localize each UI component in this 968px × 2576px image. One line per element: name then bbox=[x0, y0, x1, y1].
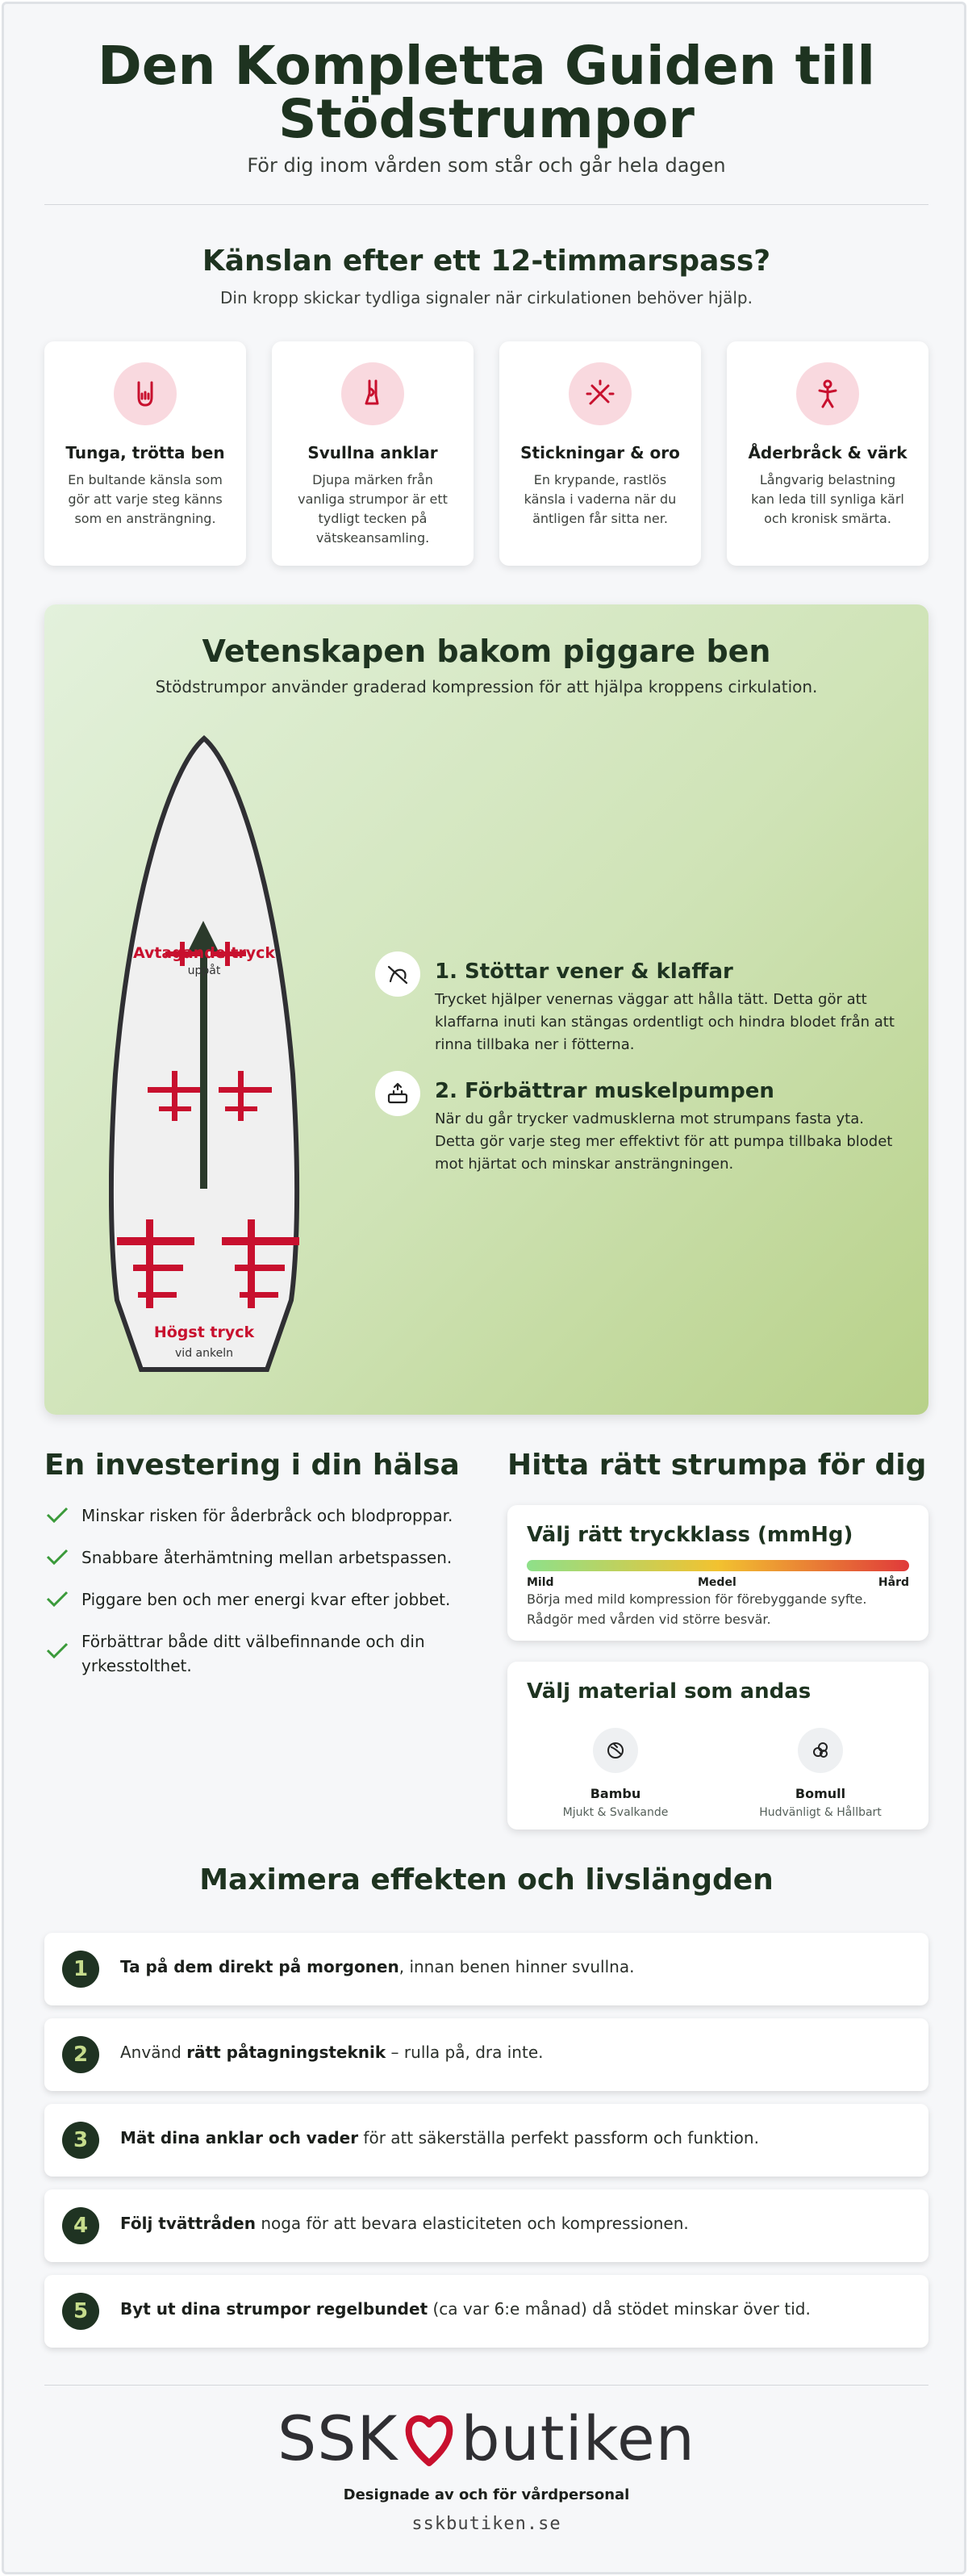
card-title: Åderbråck & värk bbox=[748, 443, 908, 462]
symptom-card bbox=[44, 341, 246, 566]
benefit-title: 1. Stöttar vener & klaffar bbox=[435, 960, 733, 984]
check-icon bbox=[46, 1549, 69, 1565]
bamboo-icon bbox=[593, 1728, 638, 1773]
page-title: Den Kompletta Guiden till Stödstrumpor bbox=[97, 35, 876, 150]
card-text: Långvarig belastning kan leda till synliga kärl och kronisk smärta. bbox=[751, 472, 904, 526]
science-subtitle: Stödstrumpor använder graderad kompression för att hjälpa kroppens cirkulation. bbox=[155, 677, 818, 696]
heart-logo-icon bbox=[404, 2410, 454, 2468]
tip-number: 2 bbox=[62, 2036, 99, 2073]
tip-text: Byt ut dina strumpor regelbundet (ca var 6:e månad) då stödet minskar över tid. bbox=[120, 2299, 811, 2319]
page-subtitle: För dig inom vården som står och går hela dagen bbox=[247, 154, 726, 177]
pressure-title: Välj rätt tryckklass (mmHg) bbox=[527, 1523, 853, 1547]
vein-icon bbox=[375, 951, 420, 997]
tip-item bbox=[44, 2275, 928, 2348]
card-title: Tunga, trötta ben bbox=[65, 443, 225, 462]
find-title: Hitta rätt strumpa för dig bbox=[507, 1449, 927, 1482]
material-sub: Mjukt & Svalkande bbox=[562, 1806, 669, 1819]
tips-title: Maximera effekten och livslängden bbox=[199, 1863, 774, 1896]
tip-number: 5 bbox=[62, 2293, 99, 2330]
benefit-text: När du går trycker vadmusklerna mot strumpans fasta yta. Detta gör varje steg mer effektivt för att pumpa tillbaka blodet mot hjärtat och minskar ansträngningen. bbox=[435, 1110, 893, 1173]
tingling-icon bbox=[569, 362, 632, 425]
top-pressure-label: Avtagande tryck bbox=[132, 944, 276, 962]
divider bbox=[44, 2385, 928, 2386]
material-name: Bomull bbox=[795, 1786, 846, 1801]
footer-tagline: Designade av och för vårdpersonal bbox=[343, 2486, 630, 2503]
material-name: Bambu bbox=[590, 1786, 641, 1801]
tip-number: 3 bbox=[62, 2122, 99, 2159]
material-title: Välj material som andas bbox=[527, 1679, 812, 1704]
pressure-label-hard: Hård bbox=[878, 1576, 909, 1589]
tip-number: 4 bbox=[62, 2207, 99, 2244]
divider bbox=[44, 204, 928, 205]
check-icon bbox=[46, 1591, 69, 1607]
symptom-card bbox=[727, 341, 928, 566]
pressure-label-mild: Mild bbox=[527, 1576, 554, 1589]
card-title: Stickningar & oro bbox=[520, 443, 680, 462]
heavy-leg-icon bbox=[114, 362, 177, 425]
top-pressure-sub: uppåt bbox=[187, 964, 221, 977]
compression-sock-diagram bbox=[109, 735, 302, 1373]
infographic-page bbox=[2, 2, 966, 2574]
feeling-title: Känslan efter ett 12-timmarspass? bbox=[202, 245, 771, 278]
tip-text: Mät dina anklar och vader för att säkerställa perfekt passform och funktion. bbox=[120, 2128, 759, 2147]
tip-item bbox=[44, 2018, 928, 2091]
science-panel bbox=[44, 604, 928, 1415]
footer-url[interactable]: sskbutiken.se bbox=[411, 2514, 561, 2534]
science-title: Vetenskapen bakom piggare ben bbox=[202, 634, 771, 669]
symptom-card bbox=[499, 341, 701, 566]
symptom-cards bbox=[44, 341, 928, 566]
symptom-card bbox=[272, 341, 474, 566]
tip-number: 1 bbox=[62, 1951, 99, 1988]
ankle-icon bbox=[341, 362, 404, 425]
card-text: Djupa märken från vanliga strumpor är ett tydligt tecken på vätskeansamling. bbox=[298, 472, 448, 546]
card-title: Svullna anklar bbox=[307, 443, 438, 462]
material-option bbox=[535, 1728, 696, 1819]
card-text: En bultande känsla som gör att varje steg känns som en ansträngning. bbox=[68, 472, 223, 526]
brand-logo bbox=[4, 2402, 966, 2474]
material-panel bbox=[507, 1662, 928, 1830]
tip-text: Följ tvättråden noga för att bevara elasticiteten och kompressionen. bbox=[120, 2214, 689, 2233]
pressure-gradient-bar bbox=[527, 1560, 909, 1571]
tip-item bbox=[44, 2189, 928, 2262]
check-icon bbox=[46, 1642, 69, 1658]
investment-title: En investering i din hälsa bbox=[44, 1449, 460, 1482]
tip-item bbox=[44, 1933, 928, 2005]
material-option bbox=[740, 1728, 901, 1819]
tip-item bbox=[44, 2104, 928, 2177]
pressure-class-panel bbox=[507, 1505, 928, 1641]
pressure-text: Börja med mild kompression för förebyggande syfte. Rådgör med vården vid större besvär. bbox=[527, 1591, 867, 1627]
pressure-label-medium: Medel bbox=[698, 1576, 736, 1589]
material-sub: Hudvänligt & Hållbart bbox=[759, 1806, 882, 1819]
list-item-text: Minskar risken för åderbråck och blodproppar. bbox=[81, 1506, 453, 1525]
check-icon bbox=[46, 1507, 69, 1523]
tip-text: Ta på dem direkt på morgonen, innan benen hinner svullna. bbox=[120, 1957, 635, 1976]
feeling-subtitle: Din kropp skickar tydliga signaler när cirkulationen behöver hjälp. bbox=[220, 288, 753, 307]
bottom-pressure-sub: vid ankeln bbox=[175, 1347, 233, 1360]
benefit-text: Trycket hjälper venernas väggar att hålla tätt. Detta gör att klaffarna inuti kan stängas ordentligt och hindra blodet från att rinna tillbaka ner i fötterna. bbox=[435, 991, 895, 1053]
logo-text-left: SSK bbox=[277, 2402, 398, 2474]
list-item-text: Piggare ben och mer energi kvar efter jobbet. bbox=[81, 1590, 451, 1609]
benefit-title: 2. Förbättrar muskelpumpen bbox=[435, 1079, 774, 1103]
list-item-text: Förbättrar både ditt välbefinnande och din yrkesstolthet. bbox=[81, 1632, 425, 1675]
muscle-pump-icon bbox=[375, 1071, 420, 1116]
tip-text: Använd rätt påtagningsteknik – rulla på, dra inte. bbox=[120, 2043, 544, 2062]
body-pain-icon bbox=[796, 362, 859, 425]
card-text: En krypande, rastlös känsla i vaderna när du äntligen får sitta ner. bbox=[524, 472, 677, 526]
cotton-icon bbox=[798, 1728, 843, 1773]
logo-text-right: butiken bbox=[461, 2402, 695, 2474]
list-item-text: Snabbare återhämtning mellan arbetspassen. bbox=[81, 1548, 453, 1567]
bottom-pressure-label: Högst tryck bbox=[153, 1324, 255, 1341]
